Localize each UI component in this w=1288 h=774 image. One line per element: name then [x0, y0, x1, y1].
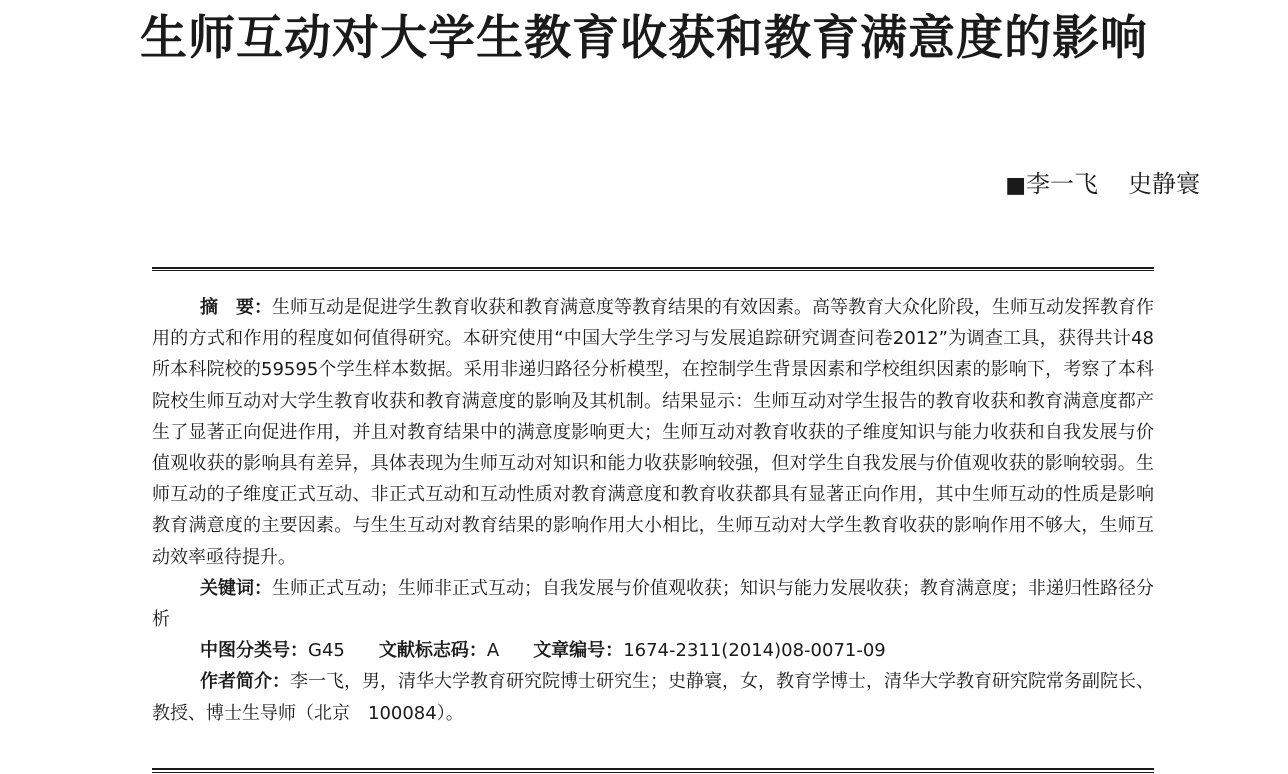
classification-row — [152, 635, 1154, 666]
author-line — [1005, 164, 1200, 206]
author-marker: ■ — [1005, 173, 1026, 198]
paper-title: 生师互动对大学生教育收获和教育满意度的影响 — [140, 11, 1148, 66]
top-rule — [152, 267, 1154, 271]
bottom-rule — [152, 768, 1154, 773]
front-matter — [152, 292, 1154, 729]
author-name: 史静寰 — [1128, 170, 1200, 198]
keywords-text: 生师正式互动；生师非正式互动；自我发展与价值观收获；知识与能力发展收获；教育满意度；非递归性路径分析 — [152, 577, 1154, 631]
author-bio-text: 李一飞，男，清华大学教育研究院博士研究生；史静寰，女，教育学博士，清华大学教育研究院常务副院长、教授、博士生导师（北京 100084）。 — [152, 671, 1154, 724]
abstract-text: 生师互动是促进学生教育收获和教育满意度等教育结果的有效因素。高等教育大众化阶段，生师互动发挥教育作用的方式和作用的程度如何值得研究。本研究使用“中国大学生学习与发展追踪研究调查问卷2012”为调查工具，获得共计48所本科院校的59595个学生样本数据。采用非递归路径分析模型，在控制学生背景因素和学校组织因素的影响下，考察了本科院校生师互动对大学生教育收获和教育满意度的影响及其机制。结果显示：生师互动对学生报告的教育收获和教育满意度都产生了显著正向促进作用，并且对教育结果中的满意度影响更大；生师互动对教育收获的子维度知识与能力收获和自我发展与价值观收获的影响具有差异，具体表现为生师互动对知识和能力收获影响较强，但对学生自我发展与价值观收获的影响较弱。生师互动的子维度正式互动、非正式互动和互动性质对教育满意度和教育收获都具有显著正向作用，其中生师互动的性质是影响教育满意度的主要因素。与生生互动对教育结果的影响作用大小相比，生师互动对大学生教育收获的影响作用不够大，生师互动效率亟待提升。 — [152, 297, 1154, 568]
author-bio-paragraph — [152, 666, 1154, 728]
abstract-paragraph — [152, 292, 1154, 573]
doc-code-label: 文献标志码： — [378, 640, 487, 662]
keywords-paragraph — [152, 573, 1154, 635]
doc-code-value: A — [486, 640, 500, 662]
clc-value: G45 — [308, 640, 345, 662]
abstract-label: 摘 要： — [200, 297, 272, 318]
article-no-value: 1674-2311(2014)08-0071-09 — [623, 640, 886, 662]
keywords-label: 关键词： — [200, 577, 272, 599]
author-name: 李一飞 — [1026, 170, 1098, 198]
article-no-label: 文章编号： — [533, 640, 624, 662]
clc-label: 中图分类号： — [200, 640, 308, 662]
author-bio-label: 作者简介： — [200, 671, 290, 693]
